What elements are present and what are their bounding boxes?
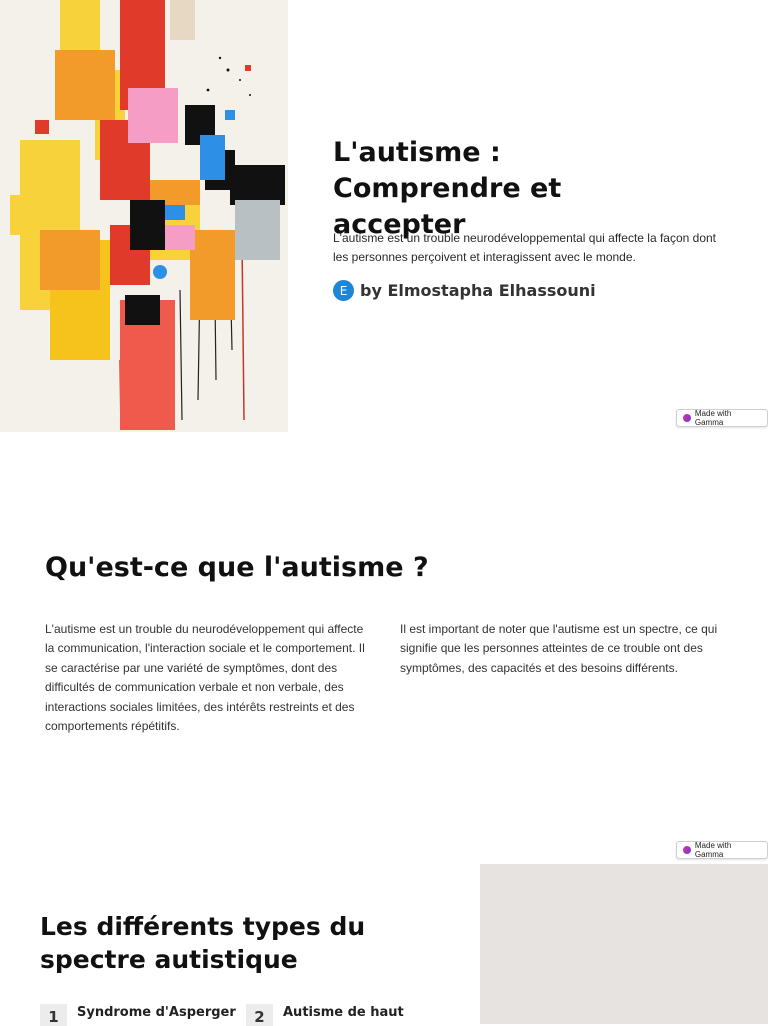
gamma-logo-icon [683, 414, 691, 422]
gamma-logo-icon [683, 846, 691, 854]
author-name: by Elmostapha Elhassouni [360, 281, 596, 300]
author-line [333, 280, 596, 301]
spectrum-type-item [40, 1004, 236, 1026]
puzzle-artwork-image [0, 0, 288, 432]
puzzle-artwork-graphic [0, 0, 288, 432]
made-with-gamma-label: Made with Gamma [694, 841, 732, 859]
definition-paragraph: L'autisme est un trouble du neurodéveloppement qui affecte la communication, l'interaction sociale et le comportement. Il se caractérise par une variété de symptômes, dont des difficultés de communication verbale et non verbale, des interactions sociales limitées, des intérêts restreints et des comportements répétitifs. [45, 622, 365, 734]
type-label: Syndrome d'Asperger [77, 1005, 236, 1020]
made-with-gamma-badge[interactable] [676, 409, 768, 427]
presentation-description: L'autisme est un trouble neurodéveloppemental qui affecte la façon dont les personnes perçoivent et interagissent avec le monde. [333, 231, 716, 264]
type-label: Autisme de haut [283, 1005, 404, 1020]
spectrum-type-item [246, 1004, 404, 1026]
presentation-title: L'autisme : Comprendre et accepter [333, 137, 562, 240]
author-avatar: E [333, 280, 354, 301]
spectrum-note-paragraph: Il est important de noter que l'autisme est un spectre, ce qui signifie que les personnes atteintes de ce trouble ont des symptômes, des capacités et des besoins différents. [400, 622, 718, 675]
section-title-what-is-autism: Qu'est-ce que l'autisme ? [45, 552, 429, 583]
made-with-gamma-label: Made with Gamma [694, 409, 732, 427]
type-number: 2 [246, 1004, 273, 1026]
section-title-spectrum-types: Les différents types du spectre autistique [40, 912, 366, 974]
type-number: 1 [40, 1004, 67, 1026]
made-with-gamma-badge[interactable] [676, 841, 768, 859]
section-image-placeholder [480, 864, 768, 1024]
